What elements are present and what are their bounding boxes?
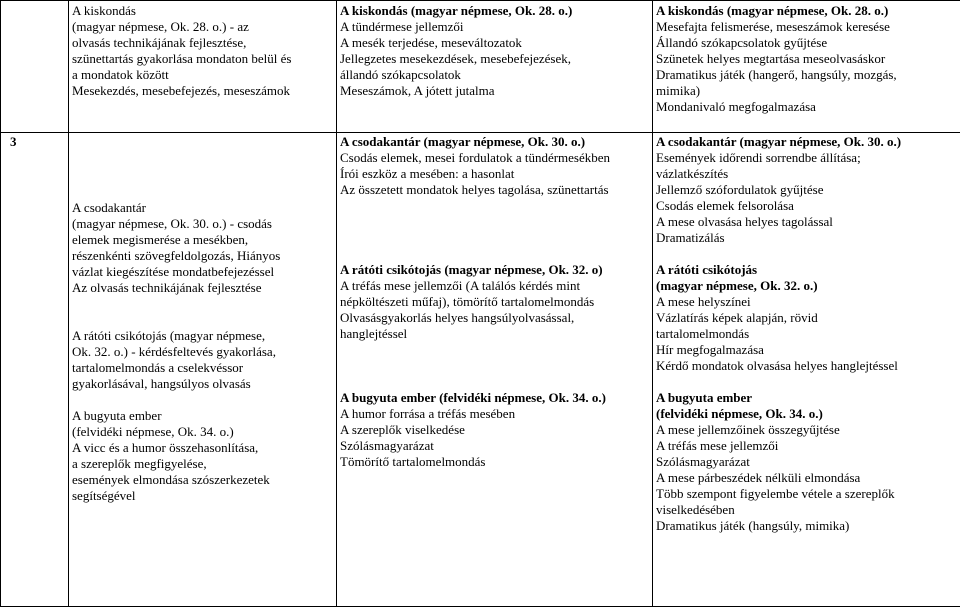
text-line: A mese olvasása helyes tagolással [656, 214, 959, 230]
text-line: hanglejtéssel [340, 326, 650, 342]
text-line [340, 230, 650, 246]
text-line: Az olvasás technikájának fejlesztése [72, 280, 334, 296]
text-line: A bugyuta ember [72, 408, 334, 424]
text-line: szünettartás gyakorlása mondaton belül és [72, 51, 334, 67]
text-line: (felvidéki népmese, Ok. 34. o.) [656, 406, 959, 422]
text-line: népköltészeti műfaj), tömörítő tartalomelmondás [340, 294, 650, 310]
text-line: mimika) [656, 83, 959, 99]
text-line: Vázlatírás képek alapján, rövid [656, 310, 959, 326]
text-line [340, 358, 650, 374]
text-line [72, 296, 334, 312]
text-line: Csodás elemek, mesei fordulatok a tündérmesékben [340, 150, 650, 166]
text-line [340, 246, 650, 262]
text-line: tartalomelmondás [656, 326, 959, 342]
row-number [1, 1, 69, 133]
text-line: A rátóti csikótojás [656, 262, 959, 278]
activity-cell [69, 133, 337, 607]
text-line: vázlatkészítés [656, 166, 959, 182]
text-line: Olvasásgyakorlás helyes hangsúlyolvasással, [340, 310, 650, 326]
text-line: vázlat kiegészítése mondatbefejezéssel [72, 264, 334, 280]
text-line: (magyar népmese, Ok. 32. o.) [656, 278, 959, 294]
text-line: A rátóti csikótojás (magyar népmese, [72, 328, 334, 344]
text-line: Meseszámok, A jótett jutalma [340, 83, 650, 99]
text-line: események elmondása szószerkezetek [72, 472, 334, 488]
text-line: Szünetek helyes megtartása meseolvasáskor [656, 51, 959, 67]
text-line: részenkénti szövegfeldolgozás, Hiányos [72, 248, 334, 264]
text-line: A mese párbeszédek nélküli elmondása [656, 470, 959, 486]
text-line: A kiskondás (magyar népmese, Ok. 28. o.) [340, 3, 650, 19]
text-line: állandó szókapcsolatok [340, 67, 650, 83]
text-line [72, 184, 334, 200]
text-line [340, 198, 650, 214]
text-line: segítségével [72, 488, 334, 504]
text-line: A kiskondás (magyar népmese, Ok. 28. o.) [656, 3, 959, 19]
text-line: Tömörítő tartalomelmondás [340, 454, 650, 470]
text-line: olvasás technikájának fejlesztése, [72, 35, 334, 51]
text-line: (magyar népmese, Ok. 28. o.) - az [72, 19, 334, 35]
text-line: A tündérmese jellemzői [340, 19, 650, 35]
text-line: Jellemző szófordulatok gyűjtése [656, 182, 959, 198]
text-line: A szereplők viselkedése [340, 422, 650, 438]
text-line: Szólásmagyarázat [656, 454, 959, 470]
text-line [72, 392, 334, 408]
text-line: Az összetett mondatok helyes tagolása, szünettartás [340, 182, 650, 198]
text-line [340, 342, 650, 358]
text-line: Szólásmagyarázat [340, 438, 650, 454]
text-line: viselkedésében [656, 502, 959, 518]
text-line [72, 168, 334, 184]
text-line: Mesefajta felismerése, meseszámok keresése [656, 19, 959, 35]
skills-cell [653, 1, 960, 133]
text-line: gyakorlásával, hangsúlyos olvasás [72, 376, 334, 392]
text-line: tartalomelmondás a cselekvéssor [72, 360, 334, 376]
row-number: 3 [1, 133, 69, 607]
text-line: A kiskondás [72, 3, 334, 19]
text-line: A csodakantár (magyar népmese, Ok. 30. o.) [656, 134, 959, 150]
text-line: A bugyuta ember (felvidéki népmese, Ok. 34. o.) [340, 390, 650, 406]
text-line: (magyar népmese, Ok. 30. o.) - csodás [72, 216, 334, 232]
text-line: A tréfás mese jellemzői (A találós kérdés mint [340, 278, 650, 294]
table-row [1, 133, 960, 607]
content-cell [337, 133, 653, 607]
text-line: Ok. 32. o.) - kérdésfeltevés gyakorlása, [72, 344, 334, 360]
text-line: (felvidéki népmese, Ok. 34. o.) [72, 424, 334, 440]
text-line: A rátóti csikótojás (magyar népmese, Ok. 32. o) [340, 262, 650, 278]
text-line [656, 374, 959, 390]
text-line [656, 246, 959, 262]
text-line: Kérdő mondatok olvasása helyes hanglejtéssel [656, 358, 959, 374]
text-line: Írói eszköz a mesében: a hasonlat [340, 166, 650, 182]
text-line: Dramatikus játék (hangsúly, mimika) [656, 518, 959, 534]
text-line [340, 214, 650, 230]
text-line: A humor forrása a tréfás mesében [340, 406, 650, 422]
text-line: Hír megfogalmazása [656, 342, 959, 358]
text-line: Mondanivaló megfogalmazása [656, 99, 959, 115]
content-cell [337, 1, 653, 133]
text-line: A mesék terjedése, meseváltozatok [340, 35, 650, 51]
text-line [340, 374, 650, 390]
text-line: Jellegzetes mesekezdések, mesebefejezések, [340, 51, 650, 67]
text-line: a mondatok között [72, 67, 334, 83]
text-line: elemek megismerése a mesékben, [72, 232, 334, 248]
text-line: Események időrendi sorrendbe állítása; [656, 150, 959, 166]
text-line: A csodakantár (magyar népmese, Ok. 30. o.) [340, 134, 650, 150]
text-line: a szereplők megfigyelése, [72, 456, 334, 472]
text-line: A tréfás mese jellemzői [656, 438, 959, 454]
text-line: Csodás elemek felsorolása [656, 198, 959, 214]
text-line: Dramatizálás [656, 230, 959, 246]
text-line: A vicc és a humor összehasonlítása, [72, 440, 334, 456]
text-line: A mese helyszínei [656, 294, 959, 310]
text-line: A csodakantár [72, 200, 334, 216]
table-row [1, 1, 960, 133]
activity-cell [69, 1, 337, 133]
text-line: A bugyuta ember [656, 390, 959, 406]
text-line: A mese jellemzőinek összegyűjtése [656, 422, 959, 438]
text-line: Mesekezdés, mesebefejezés, meseszámok [72, 83, 334, 99]
text-line [72, 312, 334, 328]
text-line: Több szempont figyelembe vétele a szereplők [656, 486, 959, 502]
text-line: Dramatikus játék (hangerő, hangsúly, mozgás, [656, 67, 959, 83]
text-line: Állandó szókapcsolatok gyűjtése [656, 35, 959, 51]
skills-cell [653, 133, 960, 607]
